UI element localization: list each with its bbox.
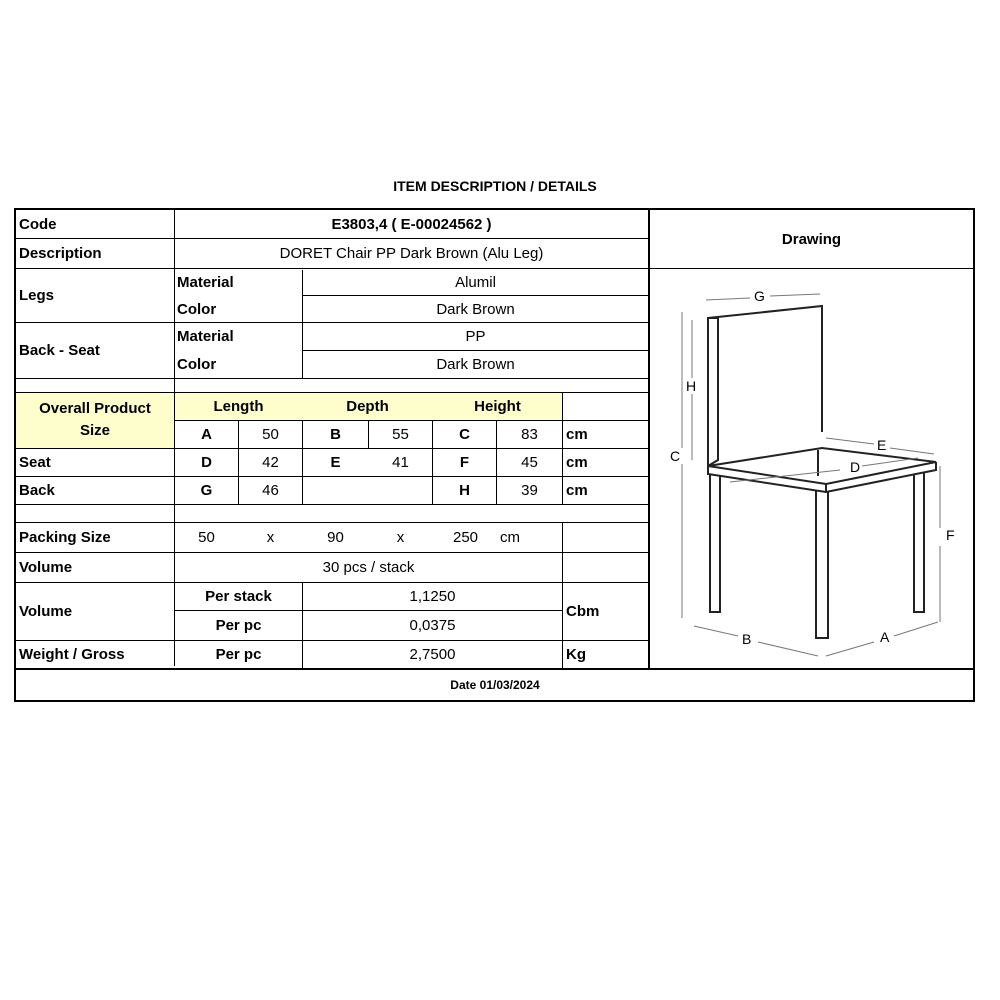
volume-per-stack-value: 1,1250 [409,588,456,605]
back-label: Back [19,482,55,499]
packing-label: Packing Size [19,529,111,546]
packing-x-2: x [396,529,405,546]
dim-letter-f: F [459,454,470,471]
volume-per-pc-value: 0,0375 [409,617,456,634]
back-seat-color-value: Dark Brown [436,356,515,373]
overall-size-label-1: Overall Product [39,399,151,417]
back-seat-label: Back - Seat [19,342,100,359]
dim-value-c: 83 [521,426,538,443]
dim-letter-g: G [200,482,213,499]
volume-label: Volume [19,603,73,620]
chair-drawing [650,270,973,666]
volume-per-stack-label: Per stack [205,588,272,605]
packing-width: 90 [327,529,344,546]
dim-value-e: 41 [392,454,409,471]
depth-header: Depth [346,398,389,415]
dim-value-g: 46 [262,482,279,499]
back-seat-color-label: Color [177,356,217,373]
height-header: Height [474,398,521,415]
packing-x-1: x [266,529,275,546]
back-unit: cm [566,482,588,499]
drawing-label-g: G [754,288,765,304]
dim-value-f: 45 [521,454,538,471]
seat-label: Seat [19,454,51,471]
length-header: Length [213,398,264,415]
dim-value-h: 39 [521,482,538,499]
drawing-label-a: A [880,629,890,645]
drawing-label-e: E [877,437,887,453]
overall-size-label-2: Size [79,421,110,439]
drawing-label-h: H [686,378,697,394]
legs-material-value: Alumil [455,273,496,291]
volume-per-pc-label: Per pc [215,617,262,634]
dim-letter-c: C [459,426,470,443]
weight-value: 2,7500 [409,646,456,663]
dim-letter-h: H [459,482,470,499]
dim-value-b: 55 [392,426,409,443]
packing-height: 250 [452,529,479,546]
weight-unit: Kg [566,646,586,663]
date-footer: Date 01/03/2024 [450,678,540,692]
legs-color-value: Dark Brown [436,300,515,318]
weight-label: Weight / Gross [19,646,125,663]
drawing-label-b: B [742,631,752,647]
dim-value-a: 50 [262,426,279,443]
dim-letter-d: D [201,454,212,471]
drawing-label: Drawing [781,230,842,248]
document-title: ITEM DESCRIPTION / DETAILS [393,178,597,194]
packing-unit: cm [500,529,520,546]
dim-value-d: 42 [262,454,279,471]
weight-per-pc-label: Per pc [215,646,262,663]
packing-length: 50 [198,529,215,546]
volume-stack-label: Volume [19,559,73,576]
overall-unit: cm [566,426,588,443]
legs-material-label: Material [177,273,234,291]
legs-color-label: Color [177,300,217,318]
drawing-label-c: C [670,448,681,464]
description-value: DORET Chair PP Dark Brown (Alu Leg) [279,245,544,262]
drawing-label-f: F [946,527,955,543]
back-seat-material-label: Material [177,328,234,345]
volume-stack-value: 30 pcs / stack [322,559,415,576]
legs-label: Legs [19,287,55,304]
dim-letter-e: E [330,454,341,471]
description-label: Description [19,245,102,262]
code-label: Code [19,215,57,233]
drawing-label-d: D [850,459,861,475]
dim-letter-a: A [201,426,212,443]
back-seat-material-value: PP [465,328,486,345]
code-value: E3803,4 ( E-00024562 ) [331,215,492,233]
volume-unit: Cbm [566,603,600,620]
seat-unit: cm [566,454,588,471]
dim-letter-b: B [330,426,341,443]
